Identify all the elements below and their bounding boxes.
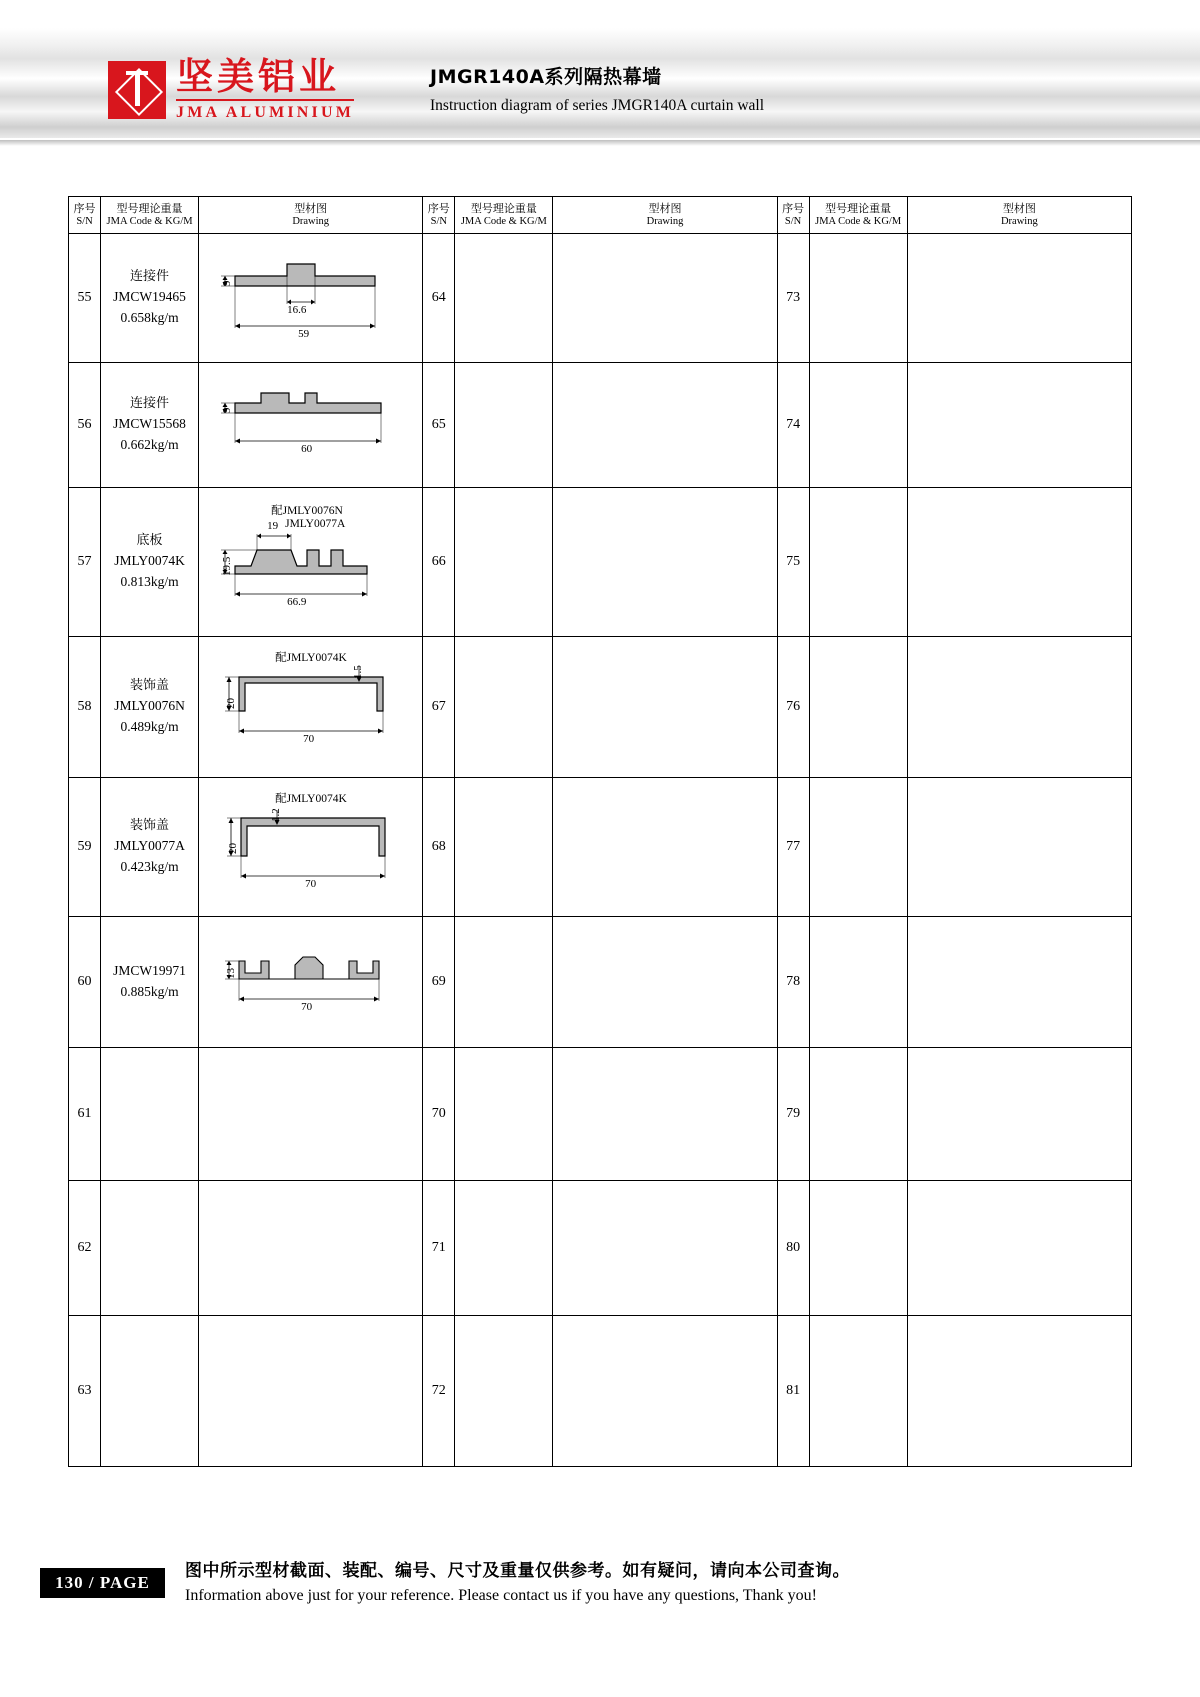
drawing-cell [199,234,423,363]
drawing-cell [907,488,1131,637]
header-sn-cn-2: 序号 [427,201,450,215]
page-number-badge: 130 / PAGE [40,1568,165,1598]
profile-drawing-55 [199,234,423,360]
code-cell [809,1048,907,1181]
header-sn-en: S/N [76,216,93,228]
header-code-en-3: JMA Code & KG/M [815,216,902,228]
drawing-cell [907,917,1131,1048]
sn-cell: 55 [69,234,101,363]
sn-cell: 56 [69,363,101,488]
page-header [0,0,1200,160]
drawing-cell [907,637,1131,778]
header-drawing-en-3: Drawing [1000,216,1038,228]
profile-weight: 0.658kg/m [120,310,179,326]
jma-logo-icon [108,61,166,119]
header-code-2 [455,197,553,234]
header-code-cn-2: 型号理论重量 [470,201,537,215]
sn-cell: 78 [777,917,809,1048]
profile-drawing-60 [199,917,423,1045]
code-cell [809,1181,907,1316]
sn-cell: 79 [777,1048,809,1181]
title-cn: JMGR140A系列隔热幕墙 [430,66,662,88]
header-sn-cn-3: 序号 [782,201,805,215]
sn-cell: 65 [423,363,455,488]
code-cell [455,1048,553,1181]
drawing-cell [907,1316,1131,1467]
drawing-cell [907,363,1131,488]
sn-cell: 77 [777,778,809,917]
dim-width: 70 [301,1001,313,1013]
header-code-cn: 型号理论重量 [116,201,183,215]
code-cell [809,1316,907,1467]
dim-height: 19.5 [221,556,234,576]
profile-note-1: 配JMLY0076N [271,505,343,517]
dim-width: 59 [298,328,310,340]
code-cell [455,234,553,363]
code-cell [455,1181,553,1316]
table-row [69,234,1132,363]
profile-weight: 0.662kg/m [120,437,179,453]
dim-width: 70 [305,878,317,890]
footer-note-en: Information above just for your reference. Please contact us if you have any questions, Thank you! [185,1587,817,1604]
profile-name: 连接件 [130,269,170,284]
code-cell [101,488,199,637]
logo-text-en: JMA ALUMINIUM [176,99,354,122]
footer-note-cn: 图中所示型材截面、装配、编号、尺寸及重量仅供参考。如有疑问，请向本公司查询。 [185,1561,850,1581]
header-drawing-cn: 型材图 [294,201,328,215]
header-sn-2 [423,197,455,234]
drawing-cell [553,1316,777,1467]
code-cell [455,488,553,637]
header-drawing-2 [553,197,777,234]
drawing-cell [553,1048,777,1181]
sn-cell: 63 [69,1316,101,1467]
profile-note-2: JMLY0077A [285,518,346,530]
header-drawing-cn-2: 型材图 [648,201,682,215]
profile-code: JMCW19465 [113,289,186,305]
sn-cell: 71 [423,1181,455,1316]
dim-width: 70 [303,733,315,745]
drawing-cell [199,778,423,917]
dim-height: 20 [225,698,238,709]
dim-thickness: 1.5 [352,665,365,679]
code-cell [809,488,907,637]
code-cell [101,1048,199,1181]
code-cell [101,363,199,488]
profile-note-1: 配JMLY0074K [275,652,347,664]
sn-cell: 72 [423,1316,455,1467]
drawing-cell [907,1048,1131,1181]
drawing-cell [907,1181,1131,1316]
table-row [69,637,1132,778]
code-cell [809,917,907,1048]
logo-text-cn: 坚美铝业 [176,55,340,98]
drawing-cell [199,1316,423,1467]
code-cell [455,778,553,917]
sn-cell: 73 [777,234,809,363]
profile-weight: 0.489kg/m [120,719,179,735]
profile-weight: 0.813kg/m [120,574,179,590]
sn-cell: 60 [69,917,101,1048]
code-cell [455,917,553,1048]
drawing-cell [199,1048,423,1181]
header-sn-3 [777,197,809,234]
profile-drawing-56 [199,363,423,485]
drawing-cell [553,488,777,637]
drawing-cell [199,637,423,778]
code-cell [809,637,907,778]
sn-cell: 62 [69,1181,101,1316]
code-cell [809,778,907,917]
profile-code: JMLY0076N [114,698,185,714]
table-header-row [69,197,1132,234]
profile-code: JMCW15568 [113,416,186,432]
table-row [69,1316,1132,1467]
drawing-cell [553,637,777,778]
code-cell [101,1181,199,1316]
page-title [430,62,764,115]
profile-weight: 0.885kg/m [120,984,179,999]
sn-cell: 74 [777,363,809,488]
profile-note-1: 配JMLY0074K [275,793,347,805]
sn-cell: 68 [423,778,455,917]
header-drawing-en-2: Drawing [646,216,684,228]
title-en: Instruction diagram of series JMGR140A curtain wall [430,97,765,114]
table-row [69,917,1132,1048]
header-sn-en-3: S/N [784,216,802,228]
profile-name: 底板 [136,533,163,548]
sn-cell: 64 [423,234,455,363]
header-code-en: JMA Code & KG/M [106,216,193,228]
sn-cell: 81 [777,1316,809,1467]
dim-width: 66.9 [287,596,307,608]
sn-cell: 59 [69,778,101,917]
drawing-cell [553,917,777,1048]
sn-cell: 76 [777,637,809,778]
drawing-cell [553,363,777,488]
dim-height: 9 [221,407,234,413]
company-logo [108,55,355,122]
drawing-cell [907,234,1131,363]
code-cell [455,637,553,778]
header-code-3 [809,197,907,234]
dim-height: 20 [227,843,240,854]
drawing-cell [199,1181,423,1316]
drawing-cell [553,1181,777,1316]
code-cell [455,1316,553,1467]
header-code-en-2: JMA Code & KG/M [460,216,547,228]
sn-cell: 70 [423,1048,455,1181]
table-row [69,363,1132,488]
header-code-cn-3: 型号理论重量 [825,201,892,215]
header-drawing-en: Drawing [292,216,330,228]
drawing-cell [553,778,777,917]
code-cell [809,363,907,488]
profiles-table-wrap [68,196,1132,1467]
drawing-cell [199,363,423,488]
drawing-cell [553,234,777,363]
dim-height: 13 [225,968,238,979]
profile-code: JMLY0077A [114,838,185,854]
drawing-cell [199,917,423,1048]
header-sn-1 [69,197,101,234]
code-cell [455,363,553,488]
table-row [69,488,1132,637]
sn-cell: 75 [777,488,809,637]
code-cell [809,234,907,363]
dim-thickness: 1.2 [270,808,283,822]
sn-cell: 69 [423,917,455,1048]
header-drawing-cn-3: 型材图 [1002,201,1036,215]
header-code-1 [101,197,199,234]
code-cell [101,637,199,778]
profile-weight: 0.423kg/m [120,859,179,875]
profile-code: JMLY0074K [114,553,185,569]
profile-code: JMCW19971 [113,963,186,979]
profile-name: 装饰盖 [130,678,170,693]
code-cell [101,778,199,917]
sn-cell: 57 [69,488,101,637]
profiles-table [68,196,1132,1467]
drawing-cell [907,778,1131,917]
table-row [69,778,1132,917]
drawing-cell [199,488,423,637]
dim-top: 19 [267,520,279,532]
header-drawing-3 [907,197,1131,234]
code-cell [101,917,199,1048]
sn-cell: 58 [69,637,101,778]
table-row [69,1181,1132,1316]
header-sn-en-2: S/N [430,216,447,228]
dim-inner: 16.6 [287,304,307,316]
sn-cell: 67 [423,637,455,778]
profile-name: 装饰盖 [130,818,170,833]
profile-name: 连接件 [130,396,170,411]
sn-cell: 80 [777,1181,809,1316]
footer-note [185,1556,1165,1605]
code-cell [101,234,199,363]
table-row [69,1048,1132,1181]
dim-width: 60 [301,443,313,455]
sn-cell: 66 [423,488,455,637]
code-cell [101,1316,199,1467]
sn-cell: 61 [69,1048,101,1181]
header-sn-cn: 序号 [73,201,96,215]
header-drawing-1 [199,197,423,234]
dim-height: 9 [221,280,234,286]
